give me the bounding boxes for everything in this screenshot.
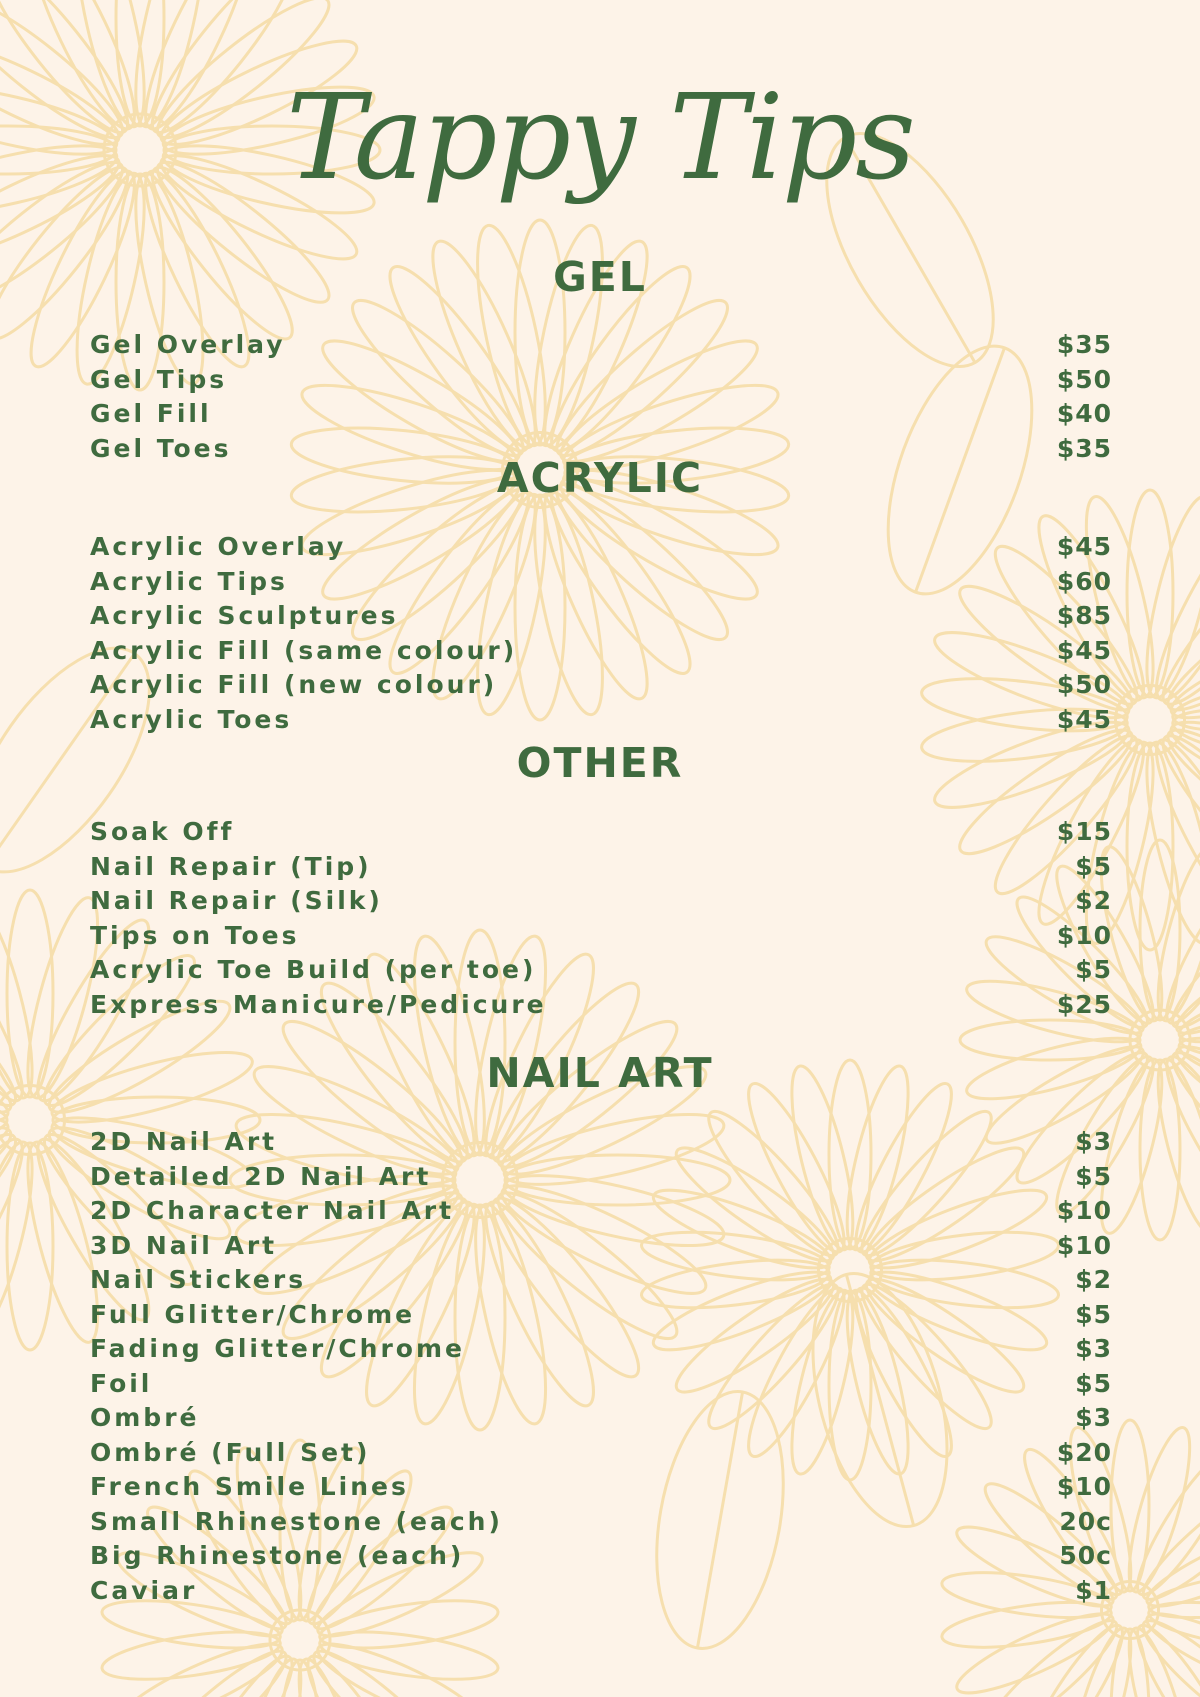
list-item [90, 567, 1112, 602]
list-item [90, 955, 1112, 990]
list-item [90, 636, 1112, 671]
service-name: Tips on Toes [90, 920, 300, 950]
service-price: $5 [1075, 1368, 1112, 1398]
service-name: 3D Nail Art [90, 1230, 278, 1260]
list-item [90, 1300, 1112, 1335]
list-item [90, 990, 1112, 1025]
service-name: Foil [90, 1368, 153, 1398]
service-price: $35 [1056, 330, 1112, 359]
section-heading-acrylic: ACRYLIC [496, 454, 704, 502]
list-item [90, 532, 1112, 567]
service-name: Gel Tips [90, 364, 228, 394]
service-price: $10 [1056, 1196, 1112, 1225]
service-price: $35 [1056, 433, 1112, 463]
service-name: French Smile Lines [90, 1472, 409, 1501]
list-item [90, 1334, 1112, 1369]
service-price: $25 [1056, 989, 1112, 1019]
service-name: Nail Repair (Tip) [90, 851, 372, 881]
service-name: Small Rhinestone (each) [90, 1506, 503, 1536]
section-heading-gel: GEL [553, 253, 647, 301]
list-item [90, 1403, 1112, 1438]
list-item [90, 1231, 1112, 1266]
list-item [90, 1576, 1112, 1611]
service-name: Nail Repair (Silk) [90, 886, 383, 915]
service-name: Caviar [90, 1575, 198, 1605]
service-price: $20 [1056, 1437, 1112, 1467]
service-price: $3 [1075, 1127, 1112, 1156]
list-item [90, 1472, 1112, 1507]
gel-price-list [90, 330, 1112, 468]
service-name: Soak Off [90, 817, 235, 846]
service-price: $15 [1056, 817, 1112, 846]
service-name: Gel Toes [90, 433, 232, 463]
list-item [90, 1541, 1112, 1576]
list-item [90, 399, 1112, 434]
service-name: Acrylic Toes [90, 704, 293, 734]
service-price: $1 [1075, 1575, 1112, 1605]
page-title: Tappy Tips [286, 68, 914, 206]
service-price: $45 [1056, 532, 1112, 561]
service-name: Nail Stickers [90, 1265, 307, 1294]
service-name: Acrylic Fill (new colour) [90, 670, 498, 699]
list-item [90, 330, 1112, 365]
service-price: $85 [1056, 601, 1112, 630]
service-name: Express Manicure/Pedicure [90, 989, 547, 1019]
list-item [90, 1507, 1112, 1542]
list-item [90, 1265, 1112, 1300]
service-name: Detailed 2D Nail Art [90, 1161, 432, 1191]
service-name: Fading Glitter/Chrome [90, 1334, 465, 1363]
list-item [90, 886, 1112, 921]
service-name: Acrylic Sculptures [90, 601, 399, 630]
list-item [90, 817, 1112, 852]
service-price: $5 [1075, 1161, 1112, 1191]
service-name: Acrylic Overlay [90, 532, 347, 561]
service-name: 2D Character Nail Art [90, 1196, 455, 1225]
service-price: $10 [1056, 920, 1112, 950]
service-price: $45 [1056, 635, 1112, 665]
service-name: Acrylic Tips [90, 566, 288, 596]
list-item [90, 670, 1112, 705]
service-price: 50c [1059, 1541, 1112, 1570]
list-item [90, 1127, 1112, 1162]
service-name: Full Glitter/Chrome [90, 1299, 416, 1329]
service-name: Big Rhinestone (each) [90, 1541, 465, 1570]
service-name: Gel Fill [90, 399, 212, 428]
other-price-list [90, 817, 1112, 1024]
service-price: $10 [1056, 1230, 1112, 1260]
nail-art-price-list [90, 1127, 1112, 1610]
list-item [90, 1196, 1112, 1231]
list-item [90, 365, 1112, 400]
list-item [90, 1369, 1112, 1404]
service-price: $40 [1056, 399, 1112, 428]
list-item [90, 601, 1112, 636]
service-price: $10 [1056, 1472, 1112, 1501]
service-price: $3 [1075, 1334, 1112, 1363]
list-item [90, 852, 1112, 887]
service-price: $5 [1075, 851, 1112, 881]
list-item [90, 1438, 1112, 1473]
service-price: $45 [1056, 704, 1112, 734]
service-name: Gel Overlay [90, 330, 286, 359]
service-price: $2 [1075, 886, 1112, 915]
service-price: $50 [1056, 364, 1112, 394]
service-name: Acrylic Toe Build (per toe) [90, 955, 537, 984]
service-name: Ombré [90, 1403, 200, 1432]
service-name: Acrylic Fill (same colour) [90, 635, 518, 665]
section-heading-nail-art: NAIL ART [486, 1049, 714, 1097]
service-price: 20c [1059, 1506, 1112, 1536]
list-item [90, 705, 1112, 740]
service-price: $2 [1075, 1265, 1112, 1294]
section-heading-other: OTHER [516, 739, 684, 787]
service-name: 2D Nail Art [90, 1127, 278, 1156]
service-price: $60 [1056, 566, 1112, 596]
list-item [90, 921, 1112, 956]
list-item [90, 1162, 1112, 1197]
acrylic-price-list [90, 532, 1112, 739]
service-price: $5 [1075, 1299, 1112, 1329]
service-name: Ombré (Full Set) [90, 1437, 371, 1467]
service-price: $5 [1075, 955, 1112, 984]
service-price: $3 [1075, 1403, 1112, 1432]
service-price: $50 [1056, 670, 1112, 699]
